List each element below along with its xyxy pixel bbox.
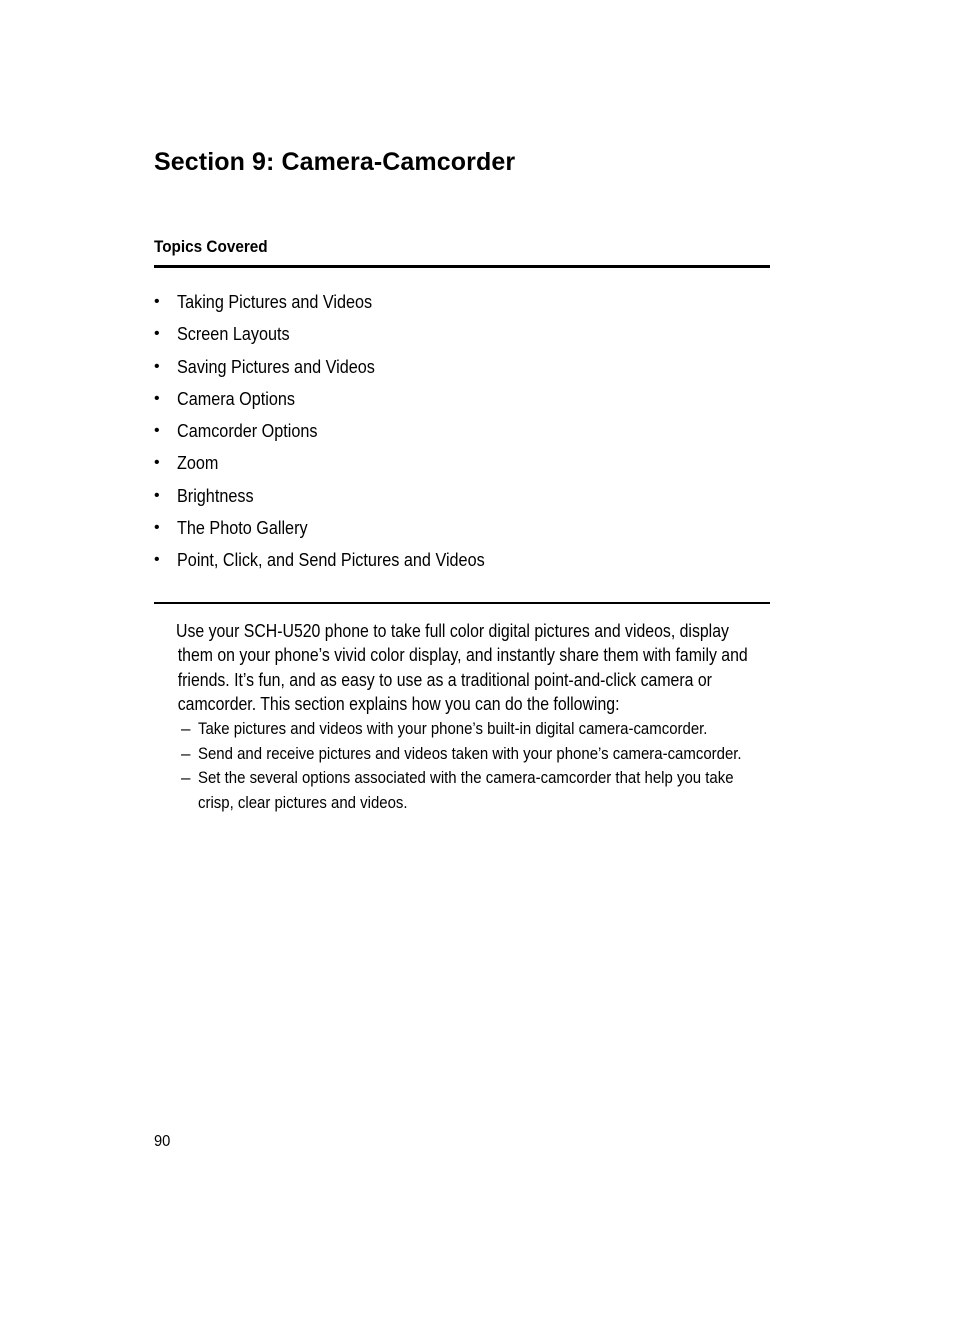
intro-paragraph: [176, 619, 757, 717]
intro-line: camcorder. This section explains how you can do the following:: [177, 694, 620, 715]
capability-item: [181, 766, 816, 815]
capability-line: Set the several options associated with the camera-camcorder that help you take: [198, 768, 734, 787]
bullet-icon: •: [154, 357, 160, 375]
topics-covered-heading: Topics Covered: [154, 237, 268, 256]
topic-label: Brightness: [177, 485, 254, 506]
topic-label: The Photo Gallery: [177, 518, 308, 539]
page-number: 90: [154, 1133, 171, 1150]
intro-line: Use your SCH-U520 phone to take full color digital pictures and videos, display: [176, 621, 729, 641]
topic-label: Point, Click, and Send Pictures and Videos: [177, 550, 485, 571]
topic-label: Screen Layouts: [177, 324, 290, 345]
capability-item: [181, 742, 816, 767]
intro-line: them on your phone’s vivid color display, and instantly share them with family and: [177, 645, 748, 666]
page-title: Section 9: Camera-Camcorder: [154, 148, 516, 176]
topic-label: Camcorder Options: [177, 421, 318, 442]
bullet-icon: •: [154, 293, 160, 310]
bullet-icon: •: [154, 325, 160, 343]
topic-label: Camera Options: [177, 388, 295, 409]
intro-line: friends. It’s fun, and as easy to use as a traditional point-and-click camera or: [177, 669, 712, 690]
bullet-icon: •: [154, 486, 160, 504]
bullet-icon: •: [154, 454, 160, 472]
dash-icon: –: [181, 768, 191, 787]
capability-line: crisp, clear pictures and videos.: [198, 792, 408, 812]
bullet-icon: •: [154, 519, 160, 537]
dash-icon: –: [181, 719, 191, 738]
dash-icon: –: [181, 743, 191, 763]
bullet-icon: •: [154, 389, 160, 407]
topic-label: Taking Pictures and Videos: [177, 292, 373, 312]
topics-top-rule: [154, 265, 770, 268]
topic-label: Zoom: [177, 453, 219, 474]
bullet-icon: •: [154, 422, 160, 440]
topics-bottom-rule: [154, 602, 770, 604]
capability-item: [181, 717, 816, 742]
capabilities-list: [181, 717, 816, 815]
topic-label: Saving Pictures and Videos: [177, 356, 375, 377]
bullet-icon: •: [154, 551, 160, 569]
capability-line: Send and receive pictures and videos taken with your phone’s camera-camcorder.: [198, 743, 742, 763]
capability-line: Take pictures and videos with your phone’s built-in digital camera-camcorder.: [198, 719, 708, 738]
